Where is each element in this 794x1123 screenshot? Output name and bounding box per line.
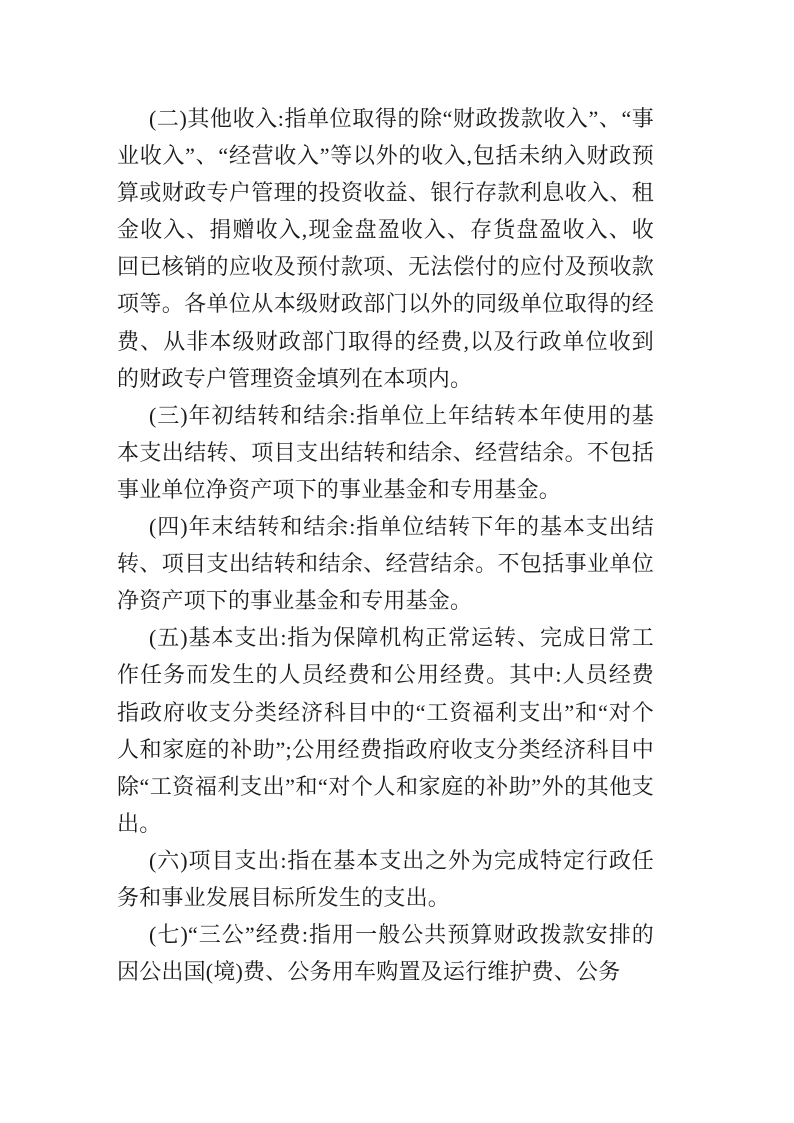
- paragraph-other-income: (二)其他收入:指单位取得的除“财政拨款收入”、“事业收入”、“经营收入”等以外的收入,包括未纳入财政预算或财政专户管理的投资收益、银行存款利息收入、租金收入、捐赠收入,现金盘盈收入、存货盘盈收入、收回已核销的应收及预付款项、无法偿付的应付及预收款项等。各单位从本级财政部门以外的同级单位取得的经费、从非本级财政部门取得的经费,以及行政单位收到的财政专户管理资金填列在本项内。: [117, 106, 654, 391]
- paragraph-basic-expenditure: (五)基本支出:指为保障机构正常运转、完成日常工作任务而发生的人员经费和公用经费。其中:人员经费指政府收支分类经济科目中的“工资福利支出”和“对个人和家庭的补助”;公用经费指政府收支分类经济科目中除“工资福利支出”和“对个人和家庭的补助”外的其他支出。: [117, 625, 654, 836]
- paragraph-three-public-funds: (七)“三公”经费:指用一般公共预算财政拨款安排的因公出国(境)费、公务用车购置及运行维护费、公务: [117, 922, 654, 985]
- document-body: [117, 100, 654, 990]
- paragraph-beginning-year-carryover: (三)年初结转和结余:指单位上年结转本年使用的基本支出结转、项目支出结转和结余、经营结余。不包括事业单位净资产项下的事业基金和专用基金。: [117, 402, 654, 502]
- paragraph-year-end-carryover: (四)年末结转和结余:指单位结转下年的基本支出结转、项目支出结转和结余、经营结余。不包括事业单位净资产项下的事业基金和专用基金。: [117, 514, 654, 614]
- paragraph-project-expenditure: (六)项目支出:指在基本支出之外为完成特定行政任务和事业发展目标所发生的支出。: [117, 847, 654, 910]
